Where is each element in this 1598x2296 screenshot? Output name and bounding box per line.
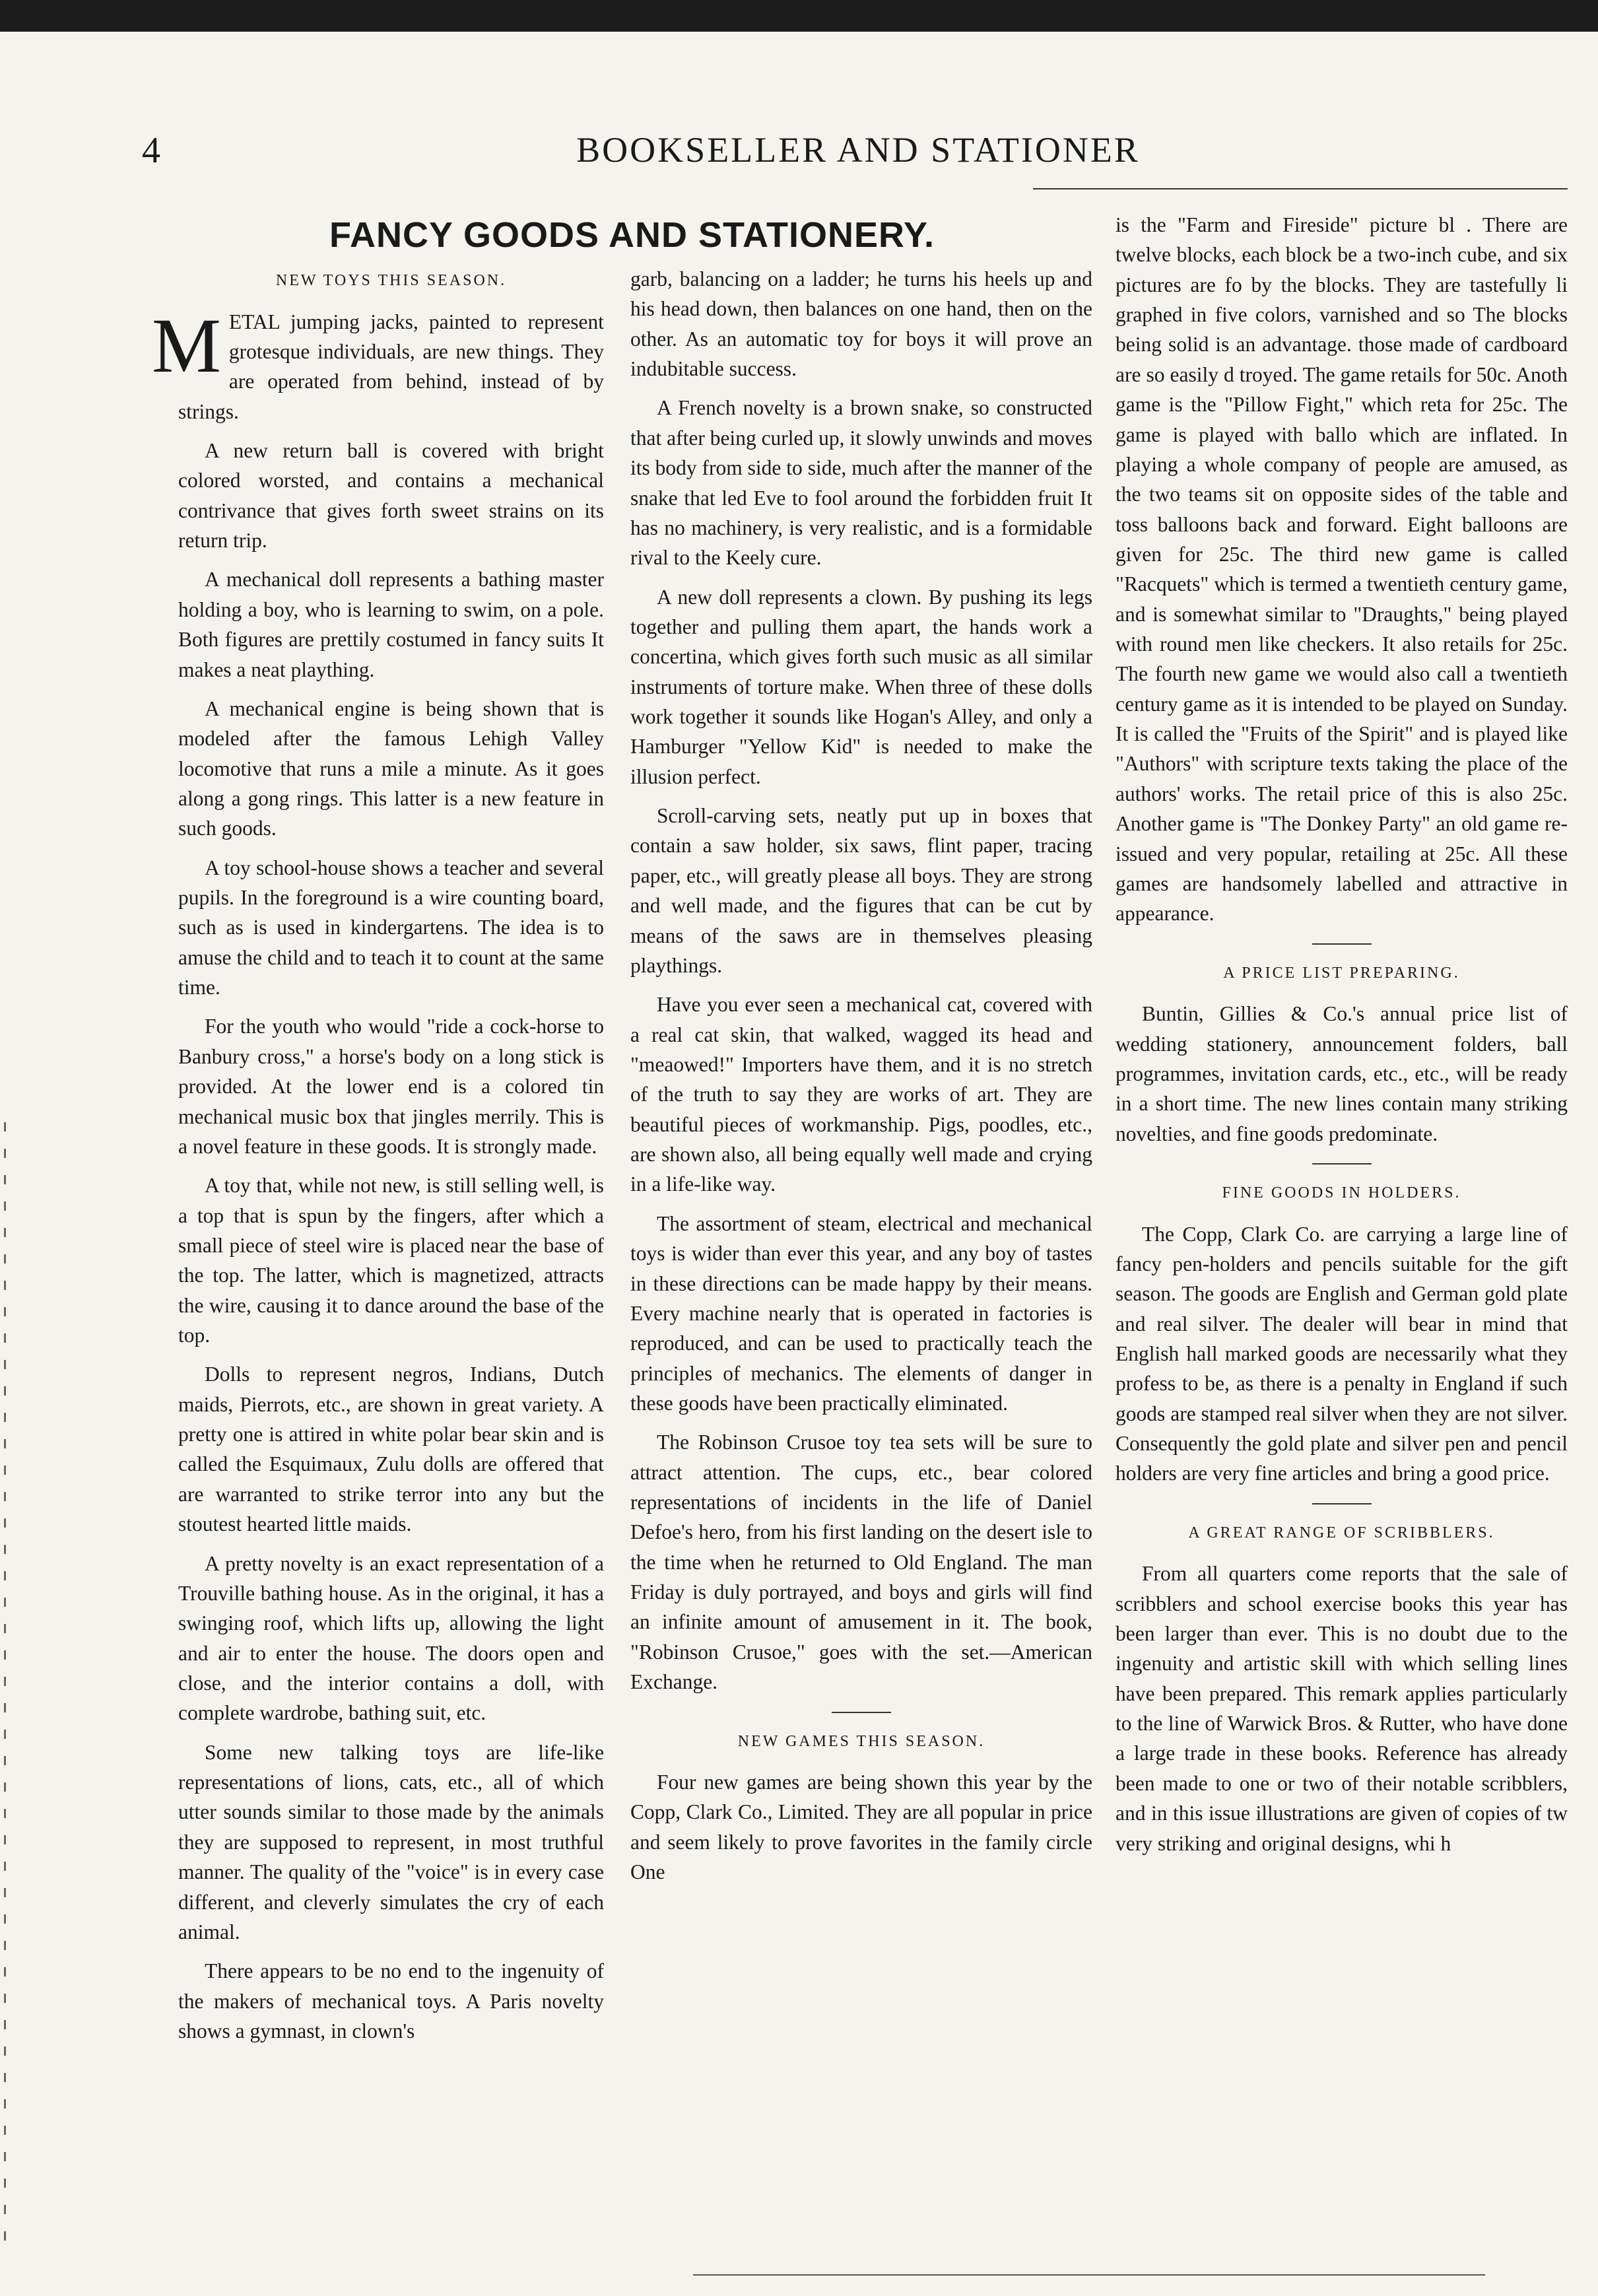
page-number: 4 bbox=[142, 130, 160, 171]
section-rule bbox=[832, 1712, 891, 1713]
column-3 bbox=[1115, 210, 1568, 1868]
scan-top-border bbox=[0, 0, 1598, 32]
article-paragraph: A toy that, while not new, is still selling well, is a top that is spun by the fingers, after which a small piece of steel wire is placed near the base of the top. The latter, which is magnetized, attracts the wire, causing it to dance around the base of the top. bbox=[178, 1174, 604, 1347]
bottom-rule bbox=[693, 2274, 1485, 2276]
article-paragraph: A new return ball is covered with bright colored worsted, and contains a mechanical contrivance that gives forth sweet strains on its return trip. bbox=[178, 438, 604, 553]
section-heading-scribblers: A GREAT RANGE OF SCRIBBLERS. bbox=[1188, 1524, 1495, 1541]
article-paragraph: A mechanical engine is being shown that is modeled after the famous Lehigh Valley locomotive that runs a mile a minute. As it goes along a gong rings. This latter is a new feature in such goods. bbox=[178, 696, 604, 840]
section-heading-fine-goods: FINE GOODS IN HOLDERS. bbox=[1222, 1184, 1461, 1201]
article-paragraph: There appears to be no end to the ingenuity of the makers of mechanical toys. A Paris novelty shows a gymnast, in clown's bbox=[178, 1959, 604, 2043]
article-paragraph: garb, balancing on a ladder; he turns his heels up and his head down, then balances on one hand, then on the other. As an automatic toy for boys it will prove an indubitable success. bbox=[630, 267, 1092, 381]
section-rule bbox=[1312, 1503, 1372, 1504]
section-rule bbox=[1312, 943, 1372, 945]
journal-title: BOOKSELLER AND STATIONER bbox=[576, 130, 1140, 170]
article-paragraph: From all quarters come reports that the sale of scribblers and school exercise books this year has been larger than ever. This is no doubt due to the ingenuity and artistic skill with which selling lines have been prepared. This remark applies particularly to the line of Warwick Bros. & Rutter, who have done a large trade in these books. Reference has already been made to one or two of their notable scribblers, and in this issue illustrations are given of copies of tw very striking and original designs, whi h bbox=[1115, 1562, 1568, 1855]
article-paragraph: A new doll represents a clown. By pushing its legs together and pulling them apart, the hands work a concertina, which gives forth such music as all similar instruments of torture make. When three of these dolls work together it sounds like Hogan's Alley, and only a Hamburger "Yellow Kid" is needed to make the illusion perfect. bbox=[630, 585, 1092, 788]
article-paragraph: Dolls to represent negros, Indians, Dutch maids, Pierrots, etc., are shown in great variety. A pretty one is attired in white polar bear skin and is called the Esquimaux, Zulu dolls are offered that are warranted to strike terror into any but the stoutest hearted little maids. bbox=[178, 1363, 604, 1536]
article-paragraph: A French novelty is a brown snake, so constructed that after being curled up, it slowly unwinds and moves its body from side to side, much after the manner of the snake that led Eve to fool around the forbidden fruit It has no machinery, is very realistic, and is a formidable rival to the Keely cure. bbox=[630, 396, 1092, 570]
article-paragraph: Some new talking toys are life-like representations of lions, cats, etc., all of which utter sounds similar to those made by the animals they are supposed to represent, in most truthful manner. The quality of the "voice" is in every case different, and cleverly simulates the cry of each animal. bbox=[178, 1740, 604, 1943]
article-paragraph: METAL jumping jacks, painted to represent grotesque individuals, are new things. They are operated from behind, instead of by strings. bbox=[152, 302, 604, 423]
article-paragraph: A pretty novelty is an exact representation of a Trouville bathing house. As in the original, it has a swinging roof, which lifts up, allowing the light and air to enter the house. The doors open and close, and the interior contains a doll, with complete wardrobe, bathing suit, etc. bbox=[178, 1551, 604, 1725]
scan-left-edge bbox=[4, 1122, 6, 2245]
article-paragraph: Buntin, Gillies & Co.'s annual price list of wedding stationery, announcement folders, ball programmes, invitation cards, etc., etc., will be ready in a short time. The new lines contain many striking novelties, and fine goods predominate. bbox=[1115, 1002, 1568, 1145]
article-paragraph: The assortment of steam, electrical and mechanical toys is wider than ever this year, and any boy of tastes in these directions can be made happy by their means. Every machine nearly that is operated in factories is reproduced, and can be used to practically teach the principles of mechanics. The elements of danger in these goods have been practically eliminated. bbox=[630, 1211, 1092, 1415]
column-2 bbox=[630, 264, 1092, 1897]
article-paragraph: A mechanical doll represents a bathing master holding a boy, who is learning to swim, on a pole. Both figures are prettily costumed in fancy suits It makes a neat plaything. bbox=[178, 568, 604, 681]
article-paragraph: For the youth who would "ride a cock-horse to Banbury cross," a horse's body on a long stick is provided. At the lower end is a colored tin mechanical music box that jingles merrily. This is a novel feature in these goods. It is strongly made. bbox=[178, 1015, 604, 1158]
article-paragraph: The Copp, Clark Co. are carrying a large line of fancy pen-holders and pencils suitable for the gift season. The goods are English and German gold plate and real silver. The dealer will bear in mind that English hall marked goods are necessarily what they profess to be, as there is a penalty in England if such goods are stamped real silver when they are not silver. Consequently the gold plate and silver pen and pencil holders are very fine articles and bring a good price. bbox=[1115, 1222, 1568, 1485]
section-heading-price-list: A PRICE LIST PREPARING. bbox=[1223, 964, 1460, 982]
section-heading-new-toys: NEW TOYS THIS SEASON. bbox=[275, 272, 507, 289]
article-paragraph: is the "Farm and Fireside" picture bl . There are twelve blocks, each block be a two-inch cube, and six pictures are fo by the blocks. They are tastefully li graphed in five colors, varnished and so The blocks being solid is an advantage. those made of cardboard are so easily d troyed. The game retails for 50c. Anoth game is the "Pillow Fight," which reta for 25c. The game is played with ballo which are inflated. In playing a whole company of people are amused, as the two teams sit on opposite sides of the table and toss balloons back and forward. Eight balloons are given for 25c. The third new game is called "Racquets" which is termed a twentieth century game, and is somewhat similar to "Draughts," being played with round men like checkers. It also retails for 25c. The fourth new game we would also call a twentieth century game as it is intended to be played on Sunday. It is called the "Fruits of the Spirit" and is played like "Authors" with scripture texts taking the place of the authors' works. The retail price of this is also 25c. Another game is "The Donkey Party" an old game re-issued and very popular, retailing at 25c. All these games are handsomely labelled and attractive in appearance. bbox=[1115, 213, 1568, 926]
drop-cap: M bbox=[152, 302, 221, 389]
article-paragraph: Scroll-carving sets, neatly put up in boxes that contain a saw holder, six saws, flint paper, tracing paper, etc., will greatly please all boys. They are strong and well made, and the figures that can be cut by means of the saws are in themselves pleasing playthings. bbox=[630, 804, 1092, 977]
article-paragraph: Four new games are being shown this year by the Copp, Clark Co., Limited. They are all popular in price and seem likely to prove favorites in the family circle One bbox=[630, 1771, 1092, 1884]
article-paragraph: The Robinson Crusoe toy tea sets will be sure to attract attention. The cups, etc., bear colored representations of incidents in the life of Daniel Defoe's hero, from his first landing on the desert isle to the time when he returned to Old England. The man Friday is duly portrayed, and boys and girls will find an infinite amount of amusement in it. The book, "Robinson Crusoe," goes with the set.—American Exchange. bbox=[630, 1431, 1092, 1694]
main-heading: FANCY GOODS AND STATIONERY. bbox=[329, 215, 935, 255]
column-1 bbox=[152, 264, 604, 2055]
header-rule bbox=[1033, 188, 1568, 189]
article-paragraph: Have you ever seen a mechanical cat, covered with a real cat skin, that walked, wagged its head and "meaowed!" Importers have them, and it is no stretch of the truth to say they are works of art. They are beautiful pieces of workmanship. Pigs, poodles, etc., are shown also, all being equally well made and crying in a life-like way. bbox=[630, 993, 1092, 1196]
page-header bbox=[142, 132, 1574, 178]
section-heading-new-games: NEW GAMES THIS SEASON. bbox=[737, 1732, 985, 1750]
section-rule bbox=[1312, 1163, 1372, 1165]
article-paragraph: A toy school-house shows a teacher and several pupils. In the foreground is a wire counting board, such as is used in kindergartens. The idea is to amuse the child and to teach it to count at the same time. bbox=[178, 856, 604, 999]
